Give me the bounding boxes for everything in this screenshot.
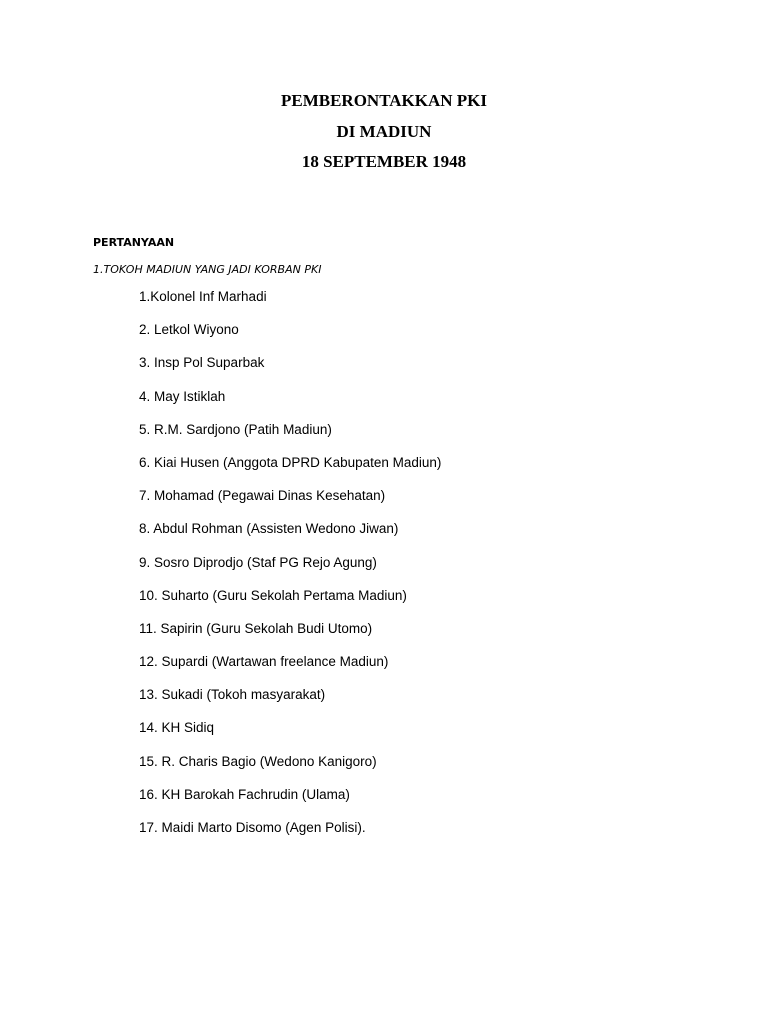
list-item: 3. Insp Pol Suparbak [139,355,265,371]
document-title [0,86,768,178]
section-heading: PERTANYAAN [93,236,175,249]
list-item: 8. Abdul Rohman (Assisten Wedono Jiwan) [139,521,399,537]
list-item: 10. Suharto (Guru Sekolah Pertama Madiun) [139,587,407,603]
victim-list [139,287,441,851]
list-item: 7. Mohamad (Pegawai Dinas Kesehatan) [139,488,386,504]
list-item: 16. KH Barokah Fachrudin (Ulama) [139,786,350,802]
list-item: 11. Sapirin (Guru Sekolah Budi Utomo) [139,620,373,636]
list-item: 1.Kolonel Inf Marhadi [139,289,267,304]
title-line-1: PEMBERONTAKKAN PKI [280,91,488,110]
list-item: 12. Supardi (Wartawan freelance Madiun) [139,654,389,670]
list-item: 2. Letkol Wiyono [139,322,239,338]
title-line-2: DI MADIUN [336,121,432,141]
list-item: 4. May Istiklah [139,388,226,404]
list-item: 14. KH Sidiq [139,720,215,736]
title-line-3: 18 SEPTEMBER 1948 [301,152,467,171]
list-item: 6. Kiai Husen (Anggota DPRD Kabupaten Madiun) [139,454,442,470]
list-item: 5. R.M. Sardjono (Patih Madiun) [139,421,332,437]
list-item: 13. Sukadi (Tokoh masyarakat) [139,687,326,703]
list-item: 9. Sosro Diprodjo (Staf PG Rejo Agung) [139,554,377,570]
list-item: 15. R. Charis Bagio (Wedono Kanigoro) [139,753,377,769]
question-text: 1.TOKOH MADIUN YANG JADI KORBAN PKI [93,263,322,276]
list-item: 17. Maidi Marto Disomo (Agen Polisi). [139,820,366,835]
